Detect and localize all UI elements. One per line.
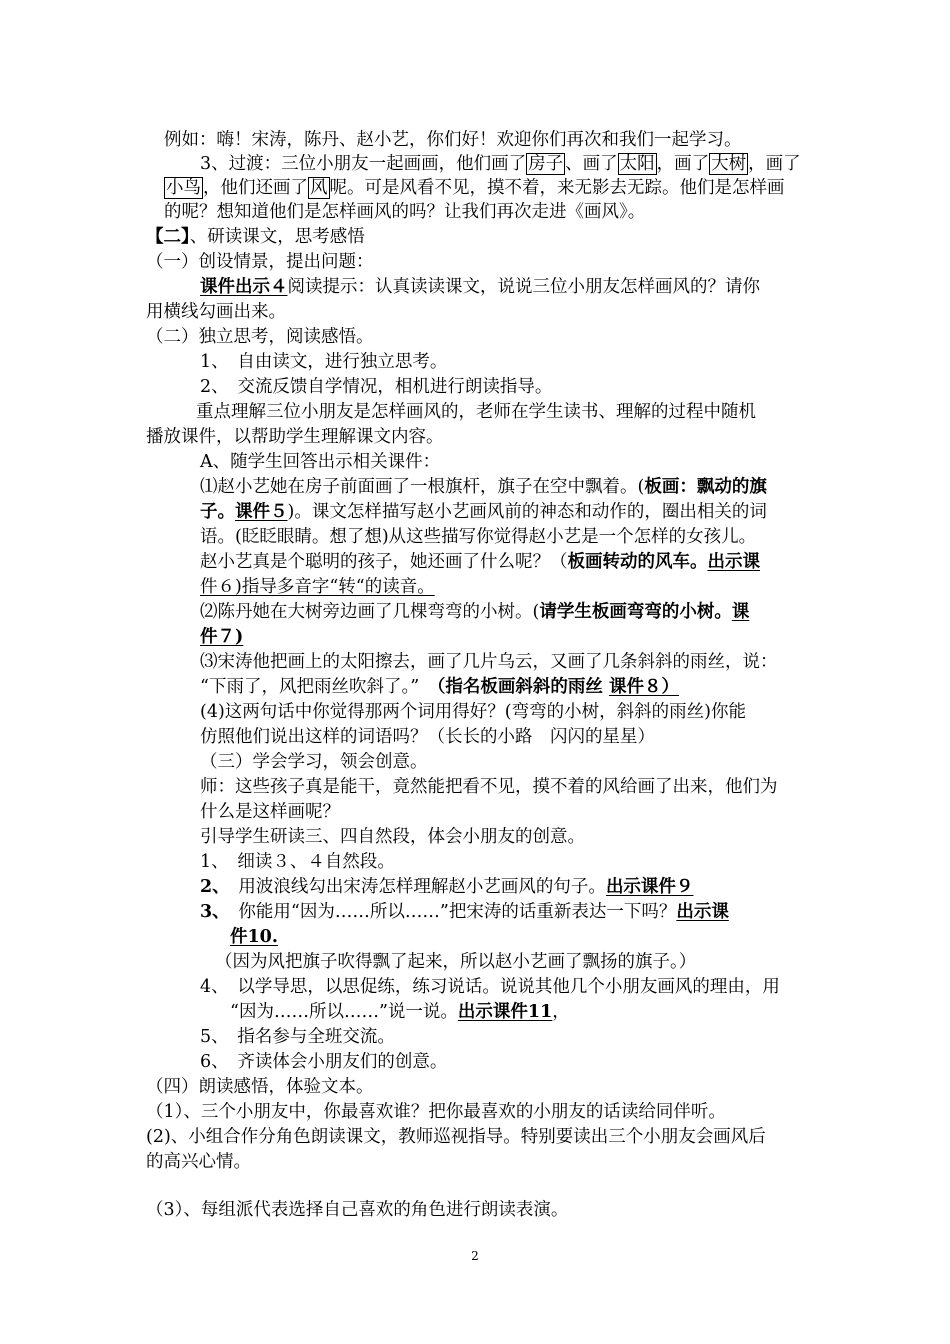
courseware-4-line [200, 275, 760, 299]
item-1-line-3 [200, 525, 756, 549]
text: )。课文怎样描写赵小艺画风前的神态和动作的，圈出相关的词 [287, 502, 767, 522]
text: 引导学生研读三、四自然段，体会小朋友的创意。 [200, 827, 585, 847]
text: （因为风把旗子吹得飘了起来，所以赵小艺画了飘扬的旗子。） [215, 952, 697, 972]
text: （三）学会学习，领会创意。 [200, 752, 428, 772]
text: 3、过渡：三位小朋友一起画画，他们画了 [200, 154, 527, 174]
section-two-heading [146, 225, 365, 249]
boxed-word-house: 房子 [528, 154, 564, 174]
text: 师：这些孩子真是能干，竟然能把看不见，摸不着的风给画了出来，他们为 [200, 777, 778, 797]
text: （四）朗读感悟，体验文本。 [146, 1077, 374, 1097]
courseware-10-label: 出示课 [676, 902, 729, 922]
subsection-three-heading [200, 750, 428, 774]
text: (4)这两句话中你觉得那两个词用得好？(弯弯的小树，斜斜的雨丝)你能 [200, 702, 746, 722]
text: （二）独立思考，阅读感悟。 [146, 327, 374, 347]
focus-paragraph-1 [196, 400, 756, 424]
subsection-one-heading [146, 250, 374, 274]
text: 4、 以学导思，以思促练，练习说话。说说其他几个小朋友画风的理由，用 [200, 977, 780, 997]
text: ⑴赵小艺她在房子前面画了一根旗杆，旗子在空中飘着。( [200, 477, 645, 497]
text: 6、 齐读体会小朋友们的创意。 [200, 1052, 448, 1072]
text: 仿照他们说出这样的词语吗？（长长的小路 闪闪的星星） [200, 727, 655, 747]
text: 用波浪线勾出宋涛怎样理解赵小艺画风的句子。 [220, 877, 606, 897]
text: 2、 交流反馈自学情况，相机进行朗读指导。 [200, 377, 553, 397]
board-note: 子。 [200, 502, 235, 522]
step-number: 3、 [200, 902, 221, 922]
boxed-word-tree: 大树 [711, 154, 747, 174]
text: A、随学生回答出示相关课件： [200, 452, 441, 472]
teacher-line-2 [200, 800, 340, 824]
boxed-word-sun: 太阳 [619, 154, 655, 174]
text: 阅读提示：认真读读课文，说说三位小朋友怎样画风的？请你 [287, 277, 760, 297]
text: 重点理解三位小朋友是怎样画风的，老师在学生读书、理解的过程中随机 [196, 402, 756, 422]
text: ⑶宋涛他把画上的太阳擦去，画了几片乌云，又画了几条斜斜的雨丝，说： [200, 652, 778, 672]
courseware-5-label: 课件５ [235, 502, 288, 522]
item-1-line-1 [200, 475, 767, 499]
transition-line-1 [200, 152, 801, 176]
text: 呢。可是风看不见，摸不着，来无影去无踪。他们是怎样画 [329, 178, 785, 198]
text: （1）、三个小朋友中，你最喜欢谁？把你最喜欢的小朋友的话读给同伴听。 [146, 1102, 726, 1122]
courseware-10-label: 件10. [230, 927, 278, 947]
courseware-6-label: 件６) [200, 577, 242, 597]
text: ，画了 [748, 154, 801, 174]
courseware-11-label: 出示课件11 [457, 1002, 553, 1022]
text: “因为……所以……”说一说。 [230, 1002, 458, 1022]
step-2 [200, 375, 552, 399]
text: （3）、每组派代表选择自己喜欢的角色进行朗读表演。 [146, 1200, 569, 1220]
item-3-line-2 [200, 675, 679, 699]
text: ，他们还画了 [203, 178, 308, 198]
subsection-four-heading [146, 1075, 374, 1099]
courseware-7-label: 课 [731, 602, 750, 622]
text: 赵小艺真是个聪明的孩子，她还画了什么呢？（ [200, 552, 568, 572]
text: 1、 细读３、４自然段。 [200, 852, 395, 872]
study-step-1 [200, 850, 395, 874]
page-number: 2 [471, 1249, 479, 1263]
guide-line [200, 825, 585, 849]
board-note: （指名板画斜斜的雨丝 [436, 677, 609, 697]
text: 的呢？想知道他们是怎样画风的吗？让我们再次走进《画风》。 [164, 202, 646, 222]
read-step-2 [146, 1125, 766, 1149]
text: ，画了 [656, 154, 710, 174]
read-step-3 [146, 1198, 568, 1222]
text: ⑵陈丹她在大树旁边画了几棵弯弯的小树。( [200, 602, 540, 622]
text: （一）创设情景，提出问题： [146, 252, 374, 272]
courseware-7-label: 件７) [200, 627, 244, 647]
text: 、研读课文，思考感悟 [189, 227, 365, 247]
item-1-line-2 [200, 500, 767, 524]
text: 1、 自由读文，进行独立思考。 [200, 352, 448, 372]
study-step-5 [200, 1025, 395, 1049]
transition-line-2 [164, 176, 785, 200]
subsection-two-heading [146, 325, 374, 349]
boxed-word-bird: 小鸟 [166, 178, 201, 198]
text: 例如：嗨！宋涛，陈丹、赵小艺，你们好！欢迎你们再次和我们一起学习。 [164, 130, 742, 150]
focus-paragraph-2 [146, 425, 444, 449]
step-number: 2、 [200, 877, 221, 897]
transition-line-3 [164, 200, 645, 224]
teacher-line-1 [200, 775, 778, 799]
study-step-4 [200, 975, 780, 999]
text: ， [552, 1002, 570, 1022]
step-1 [200, 350, 447, 374]
text: 指导多音字“转“的读音。 [241, 577, 435, 597]
text: 播放课件，以帮助学生理解课文内容。 [146, 427, 444, 447]
text: 语。(眨眨眼睛。想了想)从这些描写你觉得赵小艺是一个怎样的女孩儿。 [200, 527, 757, 547]
text: “下雨了，风把雨丝吹斜了。” [200, 677, 437, 697]
study-step-3 [200, 900, 729, 924]
courseware-8-label: 课件８） [609, 677, 679, 697]
board-note: 板画转动的风车。 [567, 552, 708, 572]
study-step-2 [200, 875, 693, 899]
read-step-2-cont [146, 1150, 251, 1174]
item-2-line-1 [200, 600, 749, 624]
item-1-line-4 [200, 550, 760, 574]
courseware-4-label: 课件出示４ [200, 277, 288, 297]
study-step-3-cont [230, 925, 278, 949]
text: 5、 指名参与全班交流。 [200, 1027, 395, 1047]
greeting-line [164, 128, 742, 152]
text: 什么是这样画呢？ [200, 802, 340, 822]
read-step-1 [146, 1100, 726, 1124]
section-bracket: 【二】 [146, 227, 190, 247]
item-4-line-2 [200, 725, 655, 749]
courseware-9-label: 出示课件９ [605, 877, 694, 897]
courseware-4-line-2 [146, 300, 286, 324]
boxed-word-wind: 风 [310, 178, 328, 198]
example-sentence [215, 950, 696, 974]
board-note: 板画：飘动的旗 [644, 477, 767, 497]
text: 你能用“因为……所以……”把宋涛的话重新表达一下吗？ [220, 902, 677, 922]
text: 、画了 [565, 154, 618, 174]
text: (2)、小组合作分角色朗读课文，教师巡视指导。特别要读出三个小朋友会画风后 [146, 1127, 766, 1147]
study-step-4-cont [230, 1000, 570, 1024]
text: 的高兴心情。 [146, 1152, 251, 1172]
text: 用横线勾画出来。 [146, 302, 286, 322]
item-1-line-5 [200, 575, 435, 599]
study-step-6 [200, 1050, 447, 1074]
item-2-line-2 [200, 625, 243, 649]
courseware-6-label: 出示课 [707, 552, 760, 572]
item-a [200, 450, 440, 474]
board-note: 请学生板画弯弯的小树。 [539, 602, 732, 622]
item-4-line-1 [200, 700, 746, 724]
item-3-line-1 [200, 650, 778, 674]
